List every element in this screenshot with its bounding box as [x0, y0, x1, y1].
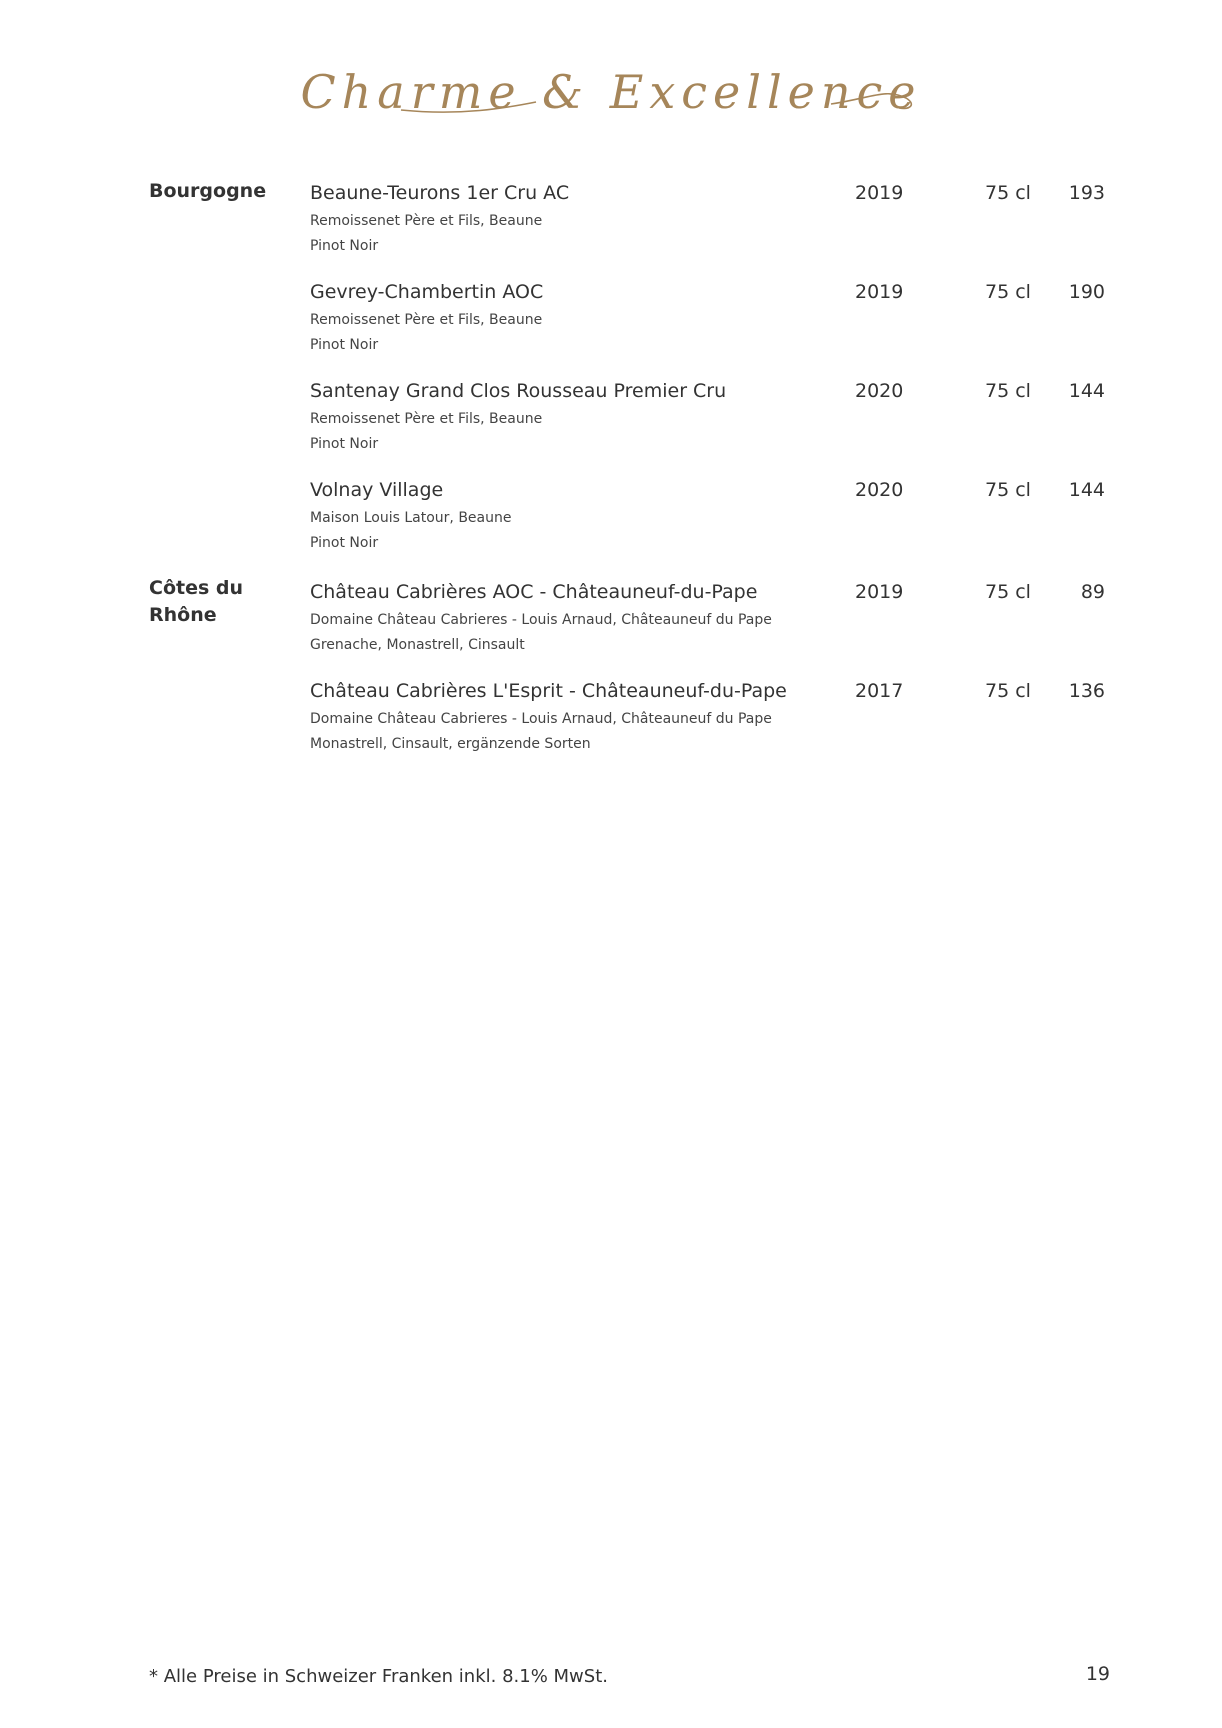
- wine-grapes: Grenache, Monastrell, Cinsault: [310, 637, 525, 653]
- wine-year: 2020: [855, 380, 904, 402]
- logo-text: Charme & Excellence: [300, 65, 922, 119]
- wine-grapes: Pinot Noir: [310, 535, 379, 551]
- wine-name: Volnay Village: [310, 479, 444, 501]
- wine-size: 75 cl: [985, 479, 1031, 501]
- wine-price: 144: [1068, 380, 1105, 402]
- wine-entry: [0, 477, 1222, 569]
- wine-size: 75 cl: [985, 281, 1031, 303]
- region-heading-line: Rhône: [149, 604, 217, 626]
- wine-size: 75 cl: [985, 380, 1031, 402]
- wine-year: 2019: [855, 581, 904, 603]
- wine-price: 144: [1068, 479, 1105, 501]
- brand-logo: [0, 58, 1222, 138]
- wine-year: 2020: [855, 479, 904, 501]
- wine-name: Château Cabrières AOC - Châteauneuf-du-Pape: [310, 581, 758, 603]
- wine-grapes: Monastrell, Cinsault, ergänzende Sorten: [310, 736, 591, 752]
- wine-year: 2019: [855, 182, 904, 204]
- wine-name: Château Cabrières L'Esprit - Châteauneuf-du-Pape: [310, 680, 787, 702]
- wine-entry: [0, 180, 1222, 272]
- wine-price: 136: [1068, 680, 1105, 702]
- brand-logo-graphic: [271, 58, 951, 138]
- wine-year: 2019: [855, 281, 904, 303]
- wine-price: 89: [1080, 581, 1105, 603]
- wine-name: Gevrey-Chambertin AOC: [310, 281, 544, 303]
- price-footnote: * Alle Preise in Schweizer Franken inkl. 8.1% MwSt.: [149, 1666, 608, 1687]
- wine-entry: [0, 378, 1222, 470]
- wine-grapes: Pinot Noir: [310, 238, 379, 254]
- wine-producer: Maison Louis Latour, Beaune: [310, 510, 512, 526]
- wine-entry: [0, 279, 1222, 371]
- wine-producer: Remoissenet Père et Fils, Beaune: [310, 312, 543, 328]
- wine-name: Beaune-Teurons 1er Cru AC: [310, 182, 570, 204]
- wine-producer: Remoissenet Père et Fils, Beaune: [310, 411, 543, 427]
- wine-grapes: Pinot Noir: [310, 436, 379, 452]
- wine-year: 2017: [855, 680, 904, 702]
- page-number: 19: [1085, 1663, 1110, 1685]
- wine-size: 75 cl: [985, 680, 1031, 702]
- wine-producer: Domaine Château Cabrieres - Louis Arnaud, Châteauneuf du Pape: [310, 612, 772, 628]
- region-heading: Bourgogne: [149, 180, 267, 202]
- wine-price: 190: [1068, 281, 1105, 303]
- wine-producer: Domaine Château Cabrieres - Louis Arnaud, Châteauneuf du Pape: [310, 711, 772, 727]
- wine-name: Santenay Grand Clos Rousseau Premier Cru: [310, 380, 727, 402]
- wine-size: 75 cl: [985, 182, 1031, 204]
- wine-entry: [0, 678, 1222, 770]
- region-heading-line: Côtes du: [149, 577, 244, 599]
- wine-grapes: Pinot Noir: [310, 337, 379, 353]
- wine-price: 193: [1068, 182, 1105, 204]
- wine-size: 75 cl: [985, 581, 1031, 603]
- wine-producer: Remoissenet Père et Fils, Beaune: [310, 213, 543, 229]
- wine-entry: [0, 579, 1222, 671]
